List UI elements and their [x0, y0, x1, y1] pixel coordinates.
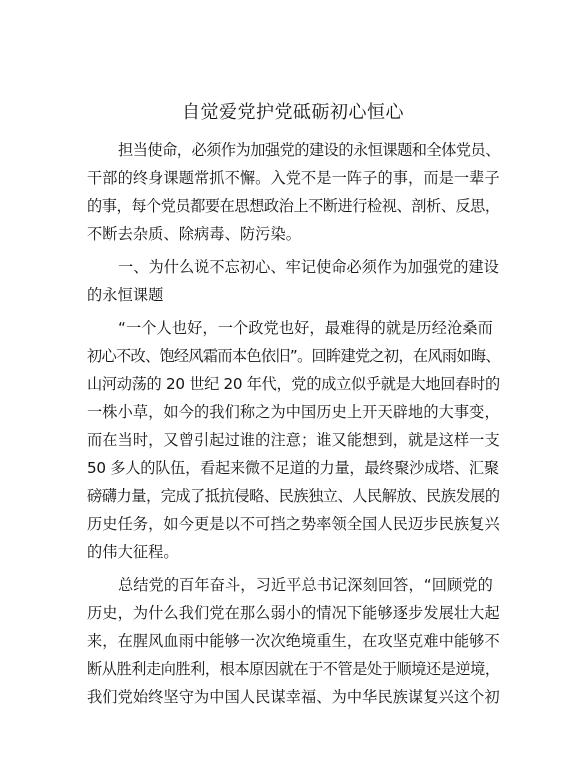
paragraph-line: 的事，每个党员都要在思想政治上不断进行检视、剖析、反思，	[87, 197, 500, 215]
paragraph-line: 的伟大征程。	[87, 543, 179, 561]
paragraph-line: 历史，为什么我们党在那么弱小的情况下能够逐步发展壮大起	[87, 604, 500, 622]
paragraph-line: 总结党的百年奋斗，习近平总书记深刻回答，“回顾党的	[118, 576, 493, 594]
section-heading-line: 的永恒课题	[87, 286, 164, 304]
paragraph-line: 而在当时，又曾引起过谁的注意；谁又能想到，就是这样一支	[87, 431, 500, 449]
paragraph-line: 历史任务，如今更是以不可挡之势率领全国人民迈步民族复兴	[87, 515, 500, 533]
paragraph-line: “一个人也好，一个政党也好，最难得的就是历经沧桑而	[118, 319, 493, 337]
paragraph-line: 干部的终身课题常抓不懈。入党不是一阵子的事，而是一辈子	[87, 169, 500, 187]
paragraph-line: 断从胜利走向胜利，根本原因就在于不管是处于顺境还是逆境，	[87, 660, 500, 678]
paragraph-line: 来，在腥风血雨中能够一次次绝境重生，在攻坚克难中能够不	[87, 632, 500, 650]
paragraph-line: 初心不改、饱经风霜而本色依旧”。回眸建党之初，在风雨如晦、	[87, 347, 500, 365]
paragraph-line: 磅礴力量，完成了抵抗侵略、民族独立、人民解放、民族发展的	[87, 487, 500, 505]
paragraph-line: 我们党始终坚守为中国人民谋幸福、为中华民族谋复兴这个初	[87, 688, 500, 706]
document-title: 自觉爱党护党砥砺初心恒心	[182, 102, 404, 123]
paragraph-line: 一株小草，如今的我们称之为中国历史上开天辟地的大事变，	[87, 403, 500, 421]
paragraph-line: 山河动荡的 20 世纪 20 年代，党的成立似乎就是大地回春时的	[87, 375, 500, 393]
paragraph-line: 担当使命，必须作为加强党的建设的永恒课题和全体党员、	[118, 141, 500, 159]
paragraph-line: 50 多人的队伍，看起来微不足道的力量，最终聚沙成塔、汇聚	[87, 459, 499, 477]
section-heading-line: 一、为什么说不忘初心、牢记使命必须作为加强党的建设	[118, 258, 499, 276]
paragraph-line: 不断去杂质、除病毒、防污染。	[87, 225, 302, 243]
